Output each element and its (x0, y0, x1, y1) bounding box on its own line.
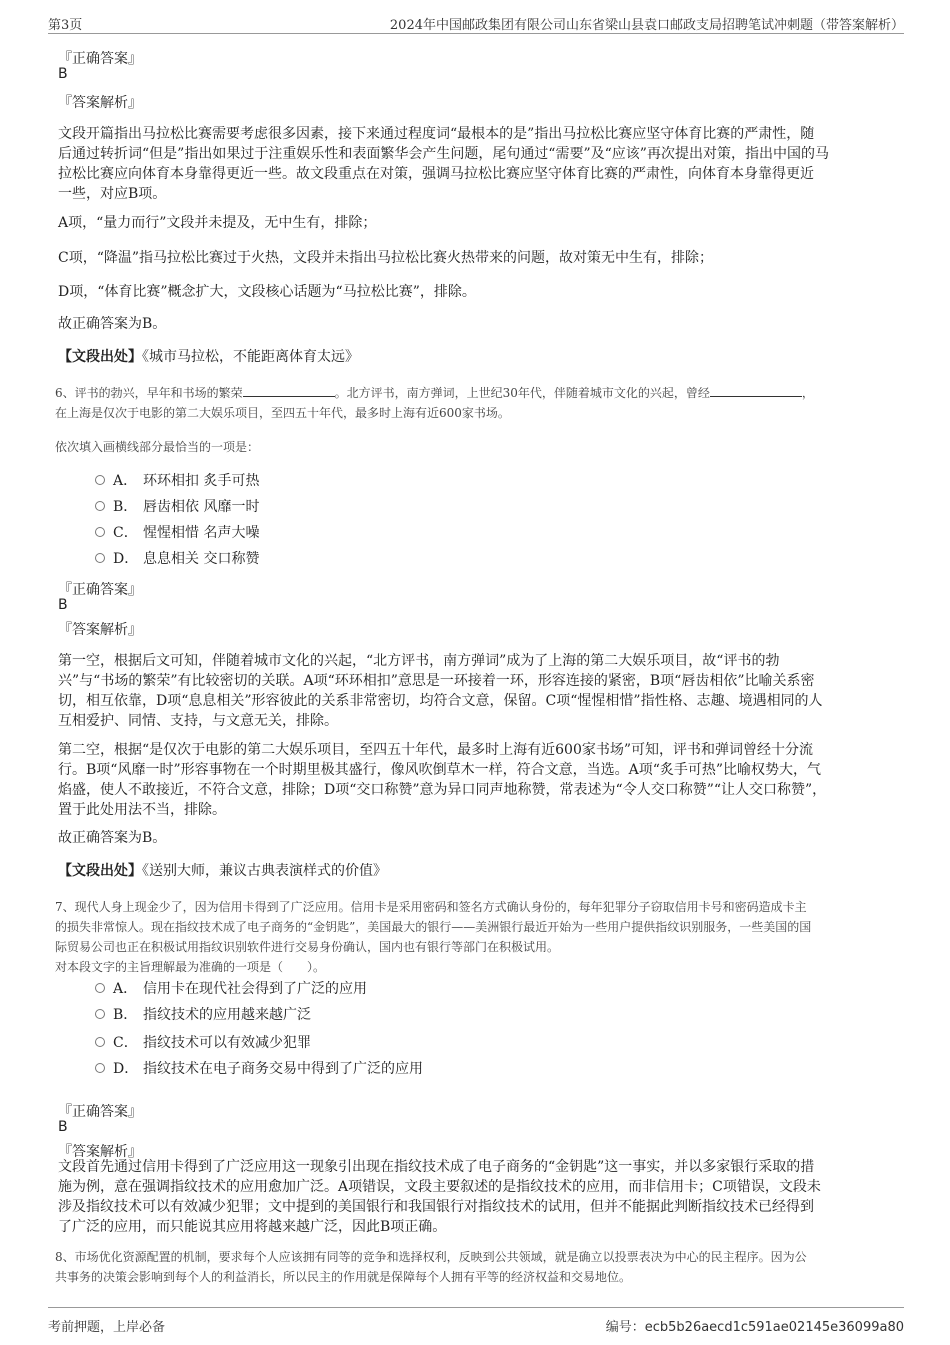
q7-answer-label: 『正确答案』 (58, 1104, 142, 1120)
option-text: 息息相关 交口称赞 (143, 551, 260, 567)
q6-analysis-line: 行。B项“风靡一时”形容事物在一个时期里极其盛行，像风吹倒草木一样，符合文意，当选。A项“炙手可热”比喻权势大，气 (58, 762, 822, 778)
q5-source (58, 347, 888, 367)
q6-analysis-line: 互相爱护、同情、支持，与文意无关，排除。 (58, 713, 338, 729)
q7-stem-line: 对本段文字的主旨理解最为准确的一项是（ ）。 (55, 960, 326, 974)
q6-source-label: 【文段出处】 (58, 863, 142, 879)
document-title: 2024年中国邮政集团有限公司山东省梁山县袁口邮政支局招聘笔试冲刺题（带答案解析） (389, 18, 904, 33)
q6-analysis-line: 置于此处用法不当，排除。 (58, 802, 226, 818)
q6-blank-1 (243, 385, 335, 397)
option-letter: C． (113, 1035, 138, 1051)
q6-option-b[interactable] (95, 497, 259, 517)
q6-analysis-line: 焰盛，使人不敢接近，不符合文意，排除；D项“交口称赞”意为异口同声地称赞，常表述为“令人交口称赞”“让人交口称赞”， (58, 782, 827, 798)
q5-option-c-analysis: C项，“降温”指马拉松比赛过于火热，文段并未指出马拉松比赛火热带来的问题，故对策无中生有，排除； (58, 250, 714, 266)
q6-analysis-line: 第一空，根据后文可知，伴随着城市文化的兴起，“北方评书，南方弹词”成为了上海的第二大娱乐项目，故“评书的勃 (58, 653, 780, 669)
q6-analysis-para2 (58, 740, 888, 820)
q6-stem-part: 。北方评书，南方弹词，上世纪30年代，伴随着城市文化的兴起，曾经 (334, 386, 710, 400)
q6-analysis-line: 切，相互依靠，D项“息息相关”形容彼此的关系非常密切，均符合文意，保留。C项“惺惺相惜”指性格、志趣、境遇相同的人 (58, 693, 823, 709)
option-text: 指纹技术在电子商务交易中得到了广泛的应用 (143, 1061, 423, 1077)
q6-option-d[interactable] (95, 549, 259, 569)
q5-answer: B (58, 66, 68, 82)
q7-stem (55, 897, 900, 977)
q6-blank-2 (710, 385, 802, 397)
q6-source-text: 《送别大师，兼议古典表演样式的价值》 (142, 863, 387, 879)
q5-analysis-line: 后通过转折词“但是”指出如果过于注重娱乐性和表面繁华会产生问题，尾句通过“需要”及“应该”再次提出对策，指出中国的马 (58, 146, 829, 162)
q6-analysis-line: 第二空，根据“是仅次于电影的第二大娱乐项目，至四五十年代，最多时上海有近600家书场”可知，评书和弹词曾经十分流 (58, 742, 814, 758)
q6-option-a[interactable] (95, 471, 259, 491)
option-letter: B． (113, 499, 138, 515)
option-letter: A． (113, 473, 138, 489)
q6-analysis-line: 兴”与“书场的繁荣”有比较密切的关联。A项“环环相扣”意思是一环接着一环，形容连接的紧密，B项“唇齿相依”比喻关系密 (58, 673, 815, 689)
q7-stem-line: 7、现代人身上现金少了，因为信用卡得到了广泛应用。信用卡是采用密码和签名方式确认身份的，每年犯罪分子窃取信用卡号和密码造成卡主 (55, 900, 807, 914)
q5-source-label: 【文段出处】 (58, 349, 142, 365)
q7-answer: B (58, 1119, 68, 1135)
option-letter: A． (113, 981, 138, 997)
q6-stem-part: 6、评书的勃兴，早年和书场的繁荣 (55, 386, 243, 400)
radio-icon[interactable] (95, 527, 105, 537)
q7-analysis-line: 了广泛的应用，而只能说其应用将越来越广泛，因此B项正确。 (58, 1219, 447, 1235)
option-text: 信用卡在现代社会得到了广泛的应用 (143, 981, 367, 997)
q7-analysis-line: 文段首先通过信用卡得到了广泛应用这一现象引出现在指纹技术成了电子商务的“金钥匙”这一事实，并以多家银行采取的措 (58, 1159, 815, 1175)
q6-answer-label: 『正确答案』 (58, 582, 142, 598)
option-text: 指纹技术可以有效减少犯罪 (143, 1035, 311, 1051)
q5-analysis-line: 文段开篇指出马拉松比赛需要考虑很多因素，接下来通过程度词“最根本的是”指出马拉松比赛应坚守体育比赛的严肃性，随 (58, 126, 815, 142)
q6-source (58, 861, 888, 881)
q6-answer: B (58, 597, 68, 613)
option-text: 环环相扣 炙手可热 (143, 473, 260, 489)
q7-analysis-line: 施为例，意在强调指纹技术的应用愈加广泛。A项错误，文段主要叙述的是指纹技术的应用，而非信用卡；C项错误，文段未 (58, 1179, 821, 1195)
q6-analysis-label: 『答案解析』 (58, 622, 142, 638)
option-text: 惺惺相惜 名声大噪 (143, 525, 260, 541)
code-label: 编号： (605, 1320, 645, 1335)
radio-icon[interactable] (95, 1009, 105, 1019)
q5-analysis-line: 拉松比赛应向体育本身靠得更近一些。故文段重点在对策，强调马拉松比赛应坚守体育比赛的严肃性，向体育本身靠得更近 (58, 166, 814, 182)
q6-analysis-para1 (58, 651, 888, 731)
code-value: ecb5b26aecd1c591ae02145e36099a80 (644, 1320, 904, 1335)
q7-option-c[interactable] (95, 1033, 311, 1053)
option-text: 唇齿相依 风靡一时 (143, 499, 260, 515)
radio-icon[interactable] (95, 501, 105, 511)
radio-icon[interactable] (95, 1037, 105, 1047)
page-footer (48, 1307, 904, 1337)
q6-option-c[interactable] (95, 523, 259, 543)
q7-option-b[interactable] (95, 1005, 311, 1025)
q7-stem-line: 的损失非常惊人。现在指纹技术成了电子商务的“金钥匙”，美国最大的银行——美洲银行最近开始为一些用户提供指纹识别服务，一些美国的国 (55, 920, 812, 934)
option-text: 指纹技术的应用越来越广泛 (143, 1007, 311, 1023)
q7-option-d[interactable] (95, 1059, 423, 1079)
q7-option-a[interactable] (95, 979, 367, 999)
q5-answer-label: 『正确答案』 (58, 51, 142, 67)
radio-icon[interactable] (95, 475, 105, 485)
option-letter: D． (113, 1061, 139, 1077)
q6-stem-part: ， (801, 386, 814, 400)
q6-conclusion: 故正确答案为B。 (58, 830, 167, 846)
q6-prompt: 依次填入画横线部分最恰当的一项是： (55, 440, 260, 454)
page-header (48, 12, 904, 34)
q7-stem-line: 际贸易公司也正在积极试用指纹识别软件进行交易身份确认，国内也有银行等部门在积极试用。 (55, 940, 560, 954)
q5-option-a-analysis: A项，“量力而行”文段并未提及，无中生有，排除； (58, 215, 377, 231)
q5-option-d-analysis: D项，“体育比赛”概念扩大，文段核心话题为“马拉松比赛”，排除。 (58, 284, 476, 300)
option-letter: C． (113, 525, 138, 541)
radio-icon[interactable] (95, 1063, 105, 1073)
option-letter: B． (113, 1007, 138, 1023)
radio-icon[interactable] (95, 553, 105, 563)
option-letter: D． (113, 551, 139, 567)
q8-stem-line: 8、市场优化资源配置的机制，要求每个人应该拥有同等的竞争和选择权利，反映到公共领域，就是确立以投票表决为中心的民主程序。因为公 (55, 1250, 807, 1264)
radio-icon[interactable] (95, 983, 105, 993)
q5-analysis (58, 124, 888, 204)
q5-conclusion: 故正确答案为B。 (58, 316, 167, 332)
q5-source-text: 《城市马拉松，不能距离体育太远》 (142, 349, 359, 365)
q5-analysis-label: 『答案解析』 (58, 95, 142, 111)
q6-stem (55, 383, 900, 423)
footer-slogan: 考前押题，上岸必备 (48, 1320, 166, 1335)
document-code (606, 1316, 904, 1335)
q7-analysis-line: 涉及指纹技术可以有效减少犯罪；文中提到的美国银行和我国银行对指纹技术的试用，但并不能据此判断指纹技术已经得到 (58, 1199, 814, 1215)
q5-analysis-line: 一些，对应B项。 (58, 186, 167, 202)
page-number: 第3页 (48, 18, 83, 33)
q8-stem-line: 共事务的决策会影响到每个人的利益消长，所以民主的作用就是保障每个人拥有平等的经济权益和交易地位。 (55, 1270, 632, 1284)
q7-analysis (58, 1157, 888, 1237)
q8-stem (55, 1247, 900, 1287)
q7-analysis-label: 『答案解析』 (58, 1144, 142, 1160)
q6-stem-line: 在上海是仅次于电影的第二大娱乐项目，至四五十年代，最多时上海有近600家书场。 (55, 406, 510, 420)
